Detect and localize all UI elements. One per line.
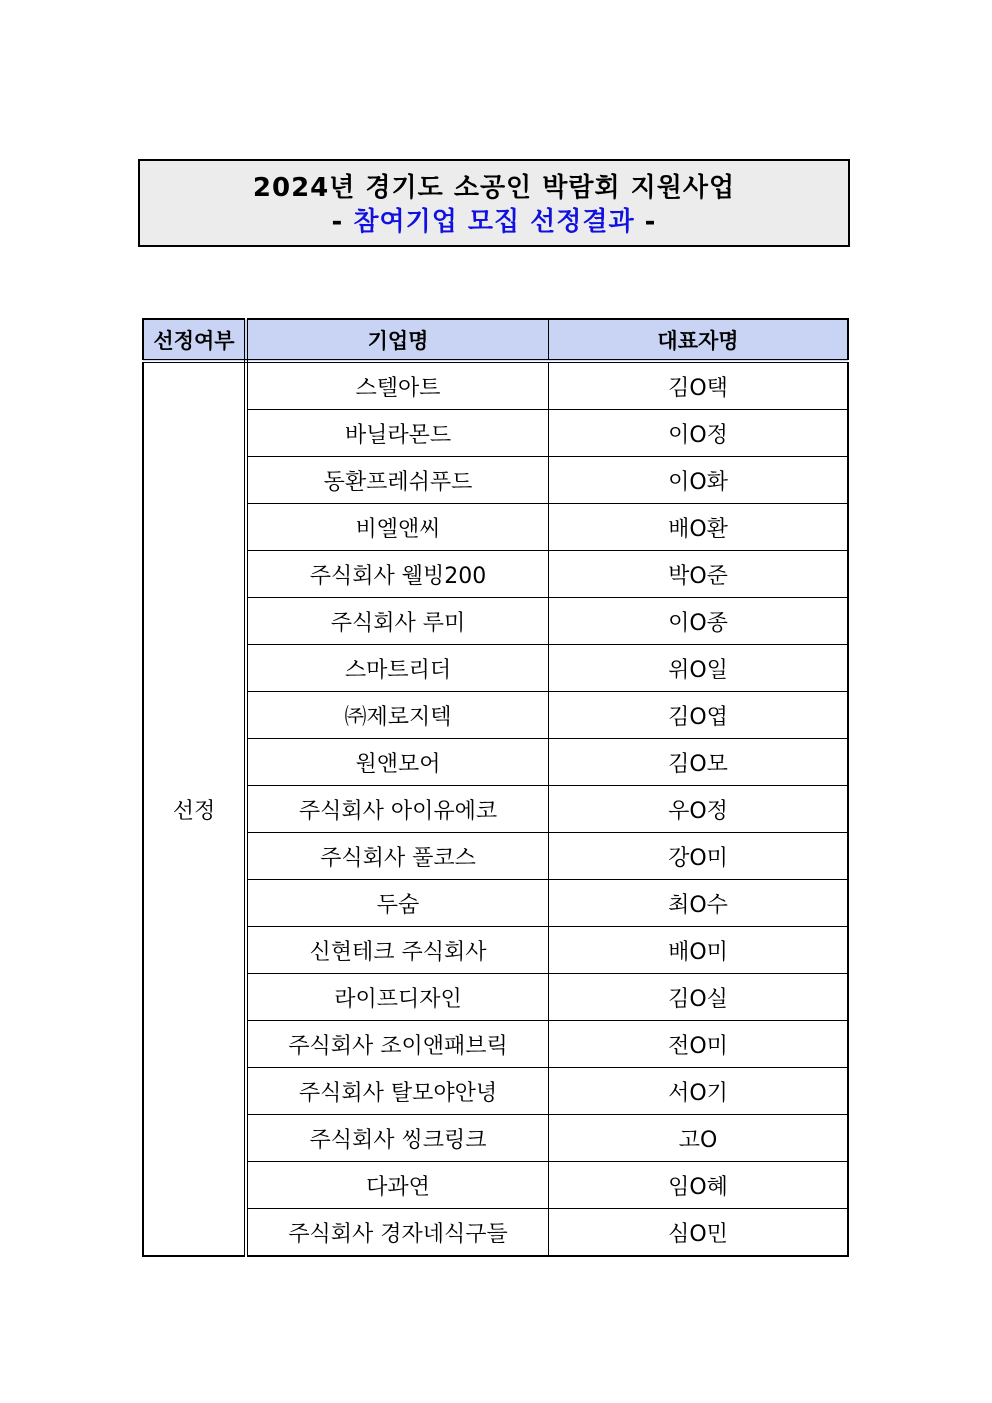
table-row: [143, 410, 848, 457]
ceo-cell: 박O준: [549, 551, 849, 598]
ceo-cell: 심O민: [549, 1209, 849, 1257]
table-header-row: [143, 319, 848, 361]
table-row: [143, 1209, 848, 1257]
company-cell: 주식회사 루미: [246, 598, 549, 645]
status-cell: 선정: [143, 361, 246, 1256]
table-row: [143, 1162, 848, 1209]
ceo-cell: 이O종: [549, 598, 849, 645]
company-cell: ㈜제로지텍: [246, 692, 549, 739]
table-body: [143, 361, 848, 1256]
ceo-cell: 서O기: [549, 1068, 849, 1115]
page-title: 2024년 경기도 소공인 박람회 지원사업: [252, 173, 736, 203]
ceo-cell: 배O미: [549, 927, 849, 974]
ceo-cell: 김O모: [549, 739, 849, 786]
table-row: [143, 645, 848, 692]
subtitle-accent: 참여기업 모집 선정결과: [353, 207, 635, 237]
ceo-cell: 김O택: [549, 361, 849, 410]
company-cell: 스텔아트: [246, 361, 549, 410]
page-subtitle: [140, 205, 848, 239]
table-row: [143, 1115, 848, 1162]
table-row: [143, 457, 848, 504]
table-row: [143, 1021, 848, 1068]
subtitle-dash-left: -: [331, 207, 354, 237]
results-table: [142, 318, 849, 1257]
table-row: [143, 1068, 848, 1115]
ceo-cell: 김O실: [549, 974, 849, 1021]
subtitle-dash-right: -: [634, 207, 657, 237]
table-row: [143, 598, 848, 645]
header-ceo: 대표자명: [549, 319, 849, 361]
company-cell: 비엘앤씨: [246, 504, 549, 551]
company-cell: 주식회사 아이유에코: [246, 786, 549, 833]
ceo-cell: 김O엽: [549, 692, 849, 739]
table-row: [143, 833, 848, 880]
company-cell: 바닐라몬드: [246, 410, 549, 457]
company-cell: 주식회사 씽크링크: [246, 1115, 549, 1162]
header-company: 기업명: [246, 319, 549, 361]
company-cell: 주식회사 풀코스: [246, 833, 549, 880]
table-row: [143, 880, 848, 927]
ceo-cell: 이O화: [549, 457, 849, 504]
table-row: [143, 786, 848, 833]
ceo-cell: 우O정: [549, 786, 849, 833]
company-cell: 주식회사 경자네식구들: [246, 1209, 549, 1257]
table-row: [143, 927, 848, 974]
table-row: [143, 974, 848, 1021]
table-row: [143, 504, 848, 551]
table-row: [143, 692, 848, 739]
ceo-cell: 이O정: [549, 410, 849, 457]
ceo-cell: 전O미: [549, 1021, 849, 1068]
company-cell: 라이프디자인: [246, 974, 549, 1021]
company-cell: 주식회사 웰빙200: [246, 551, 549, 598]
table-row: [143, 551, 848, 598]
ceo-cell: 위O일: [549, 645, 849, 692]
company-cell: 두숨: [246, 880, 549, 927]
company-cell: 다과연: [246, 1162, 549, 1209]
company-cell: 주식회사 탈모야안녕: [246, 1068, 549, 1115]
company-cell: 주식회사 조이앤패브릭: [246, 1021, 549, 1068]
title-box: [138, 159, 850, 247]
ceo-cell: 배O환: [549, 504, 849, 551]
company-cell: 신현테크 주식회사: [246, 927, 549, 974]
company-cell: 스마트리더: [246, 645, 549, 692]
company-cell: 동환프레쉬푸드: [246, 457, 549, 504]
ceo-cell: 강O미: [549, 833, 849, 880]
ceo-cell: 임O혜: [549, 1162, 849, 1209]
table-row: [143, 361, 848, 410]
ceo-cell: 최O수: [549, 880, 849, 927]
company-cell: 원앤모어: [246, 739, 549, 786]
table-row: [143, 739, 848, 786]
ceo-cell: 고O: [549, 1115, 849, 1162]
header-status: 선정여부: [143, 319, 246, 361]
